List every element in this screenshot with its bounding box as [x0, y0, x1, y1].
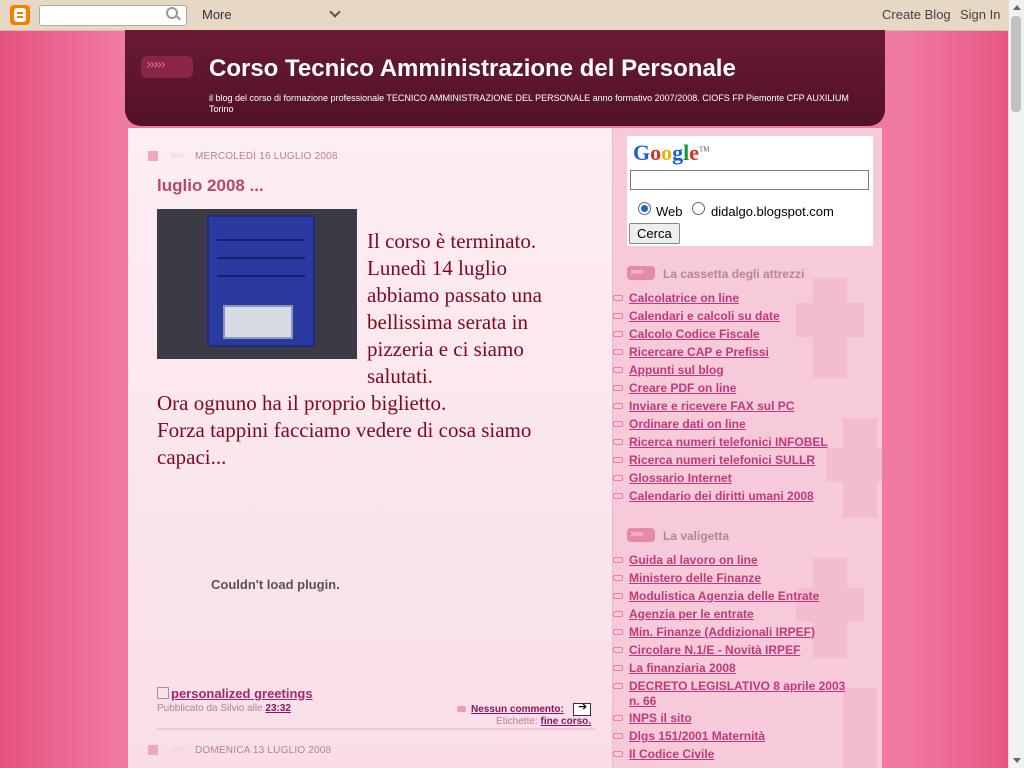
radio-web[interactable]	[638, 202, 651, 215]
link-guida-lavoro[interactable]: Guida al lavoro on line	[629, 553, 758, 567]
content-area	[128, 128, 882, 768]
link-ministero-finanze[interactable]: Ministero delle Finanze	[629, 571, 762, 585]
link-glossario[interactable]: Glossario Internet	[629, 471, 732, 485]
blog-title[interactable]: Corso Tecnico Amministrazione del Personale	[209, 55, 736, 82]
link-decreto-legislativo[interactable]: DECRETO LEGISLATIVO 8 aprile 2003 n. 66	[629, 679, 846, 708]
list-item	[613, 552, 882, 570]
list-item	[613, 470, 882, 488]
post-labels: Etichette: fine corso.	[496, 716, 592, 727]
email-post-icon[interactable]	[573, 703, 591, 716]
google-search-input[interactable]	[630, 170, 869, 190]
link-codice-fiscale[interactable]: Calcolo Codice Fiscale	[629, 327, 760, 341]
list-item	[613, 570, 882, 588]
radio-site-label: didalgo.blogspot.com	[711, 204, 834, 219]
list-item	[613, 606, 882, 624]
list-item	[613, 746, 882, 764]
comment-icon	[457, 706, 466, 712]
link-modulistica[interactable]: Modulistica Agenzia delle Entrate	[629, 589, 820, 603]
next-post-date: DOMENICA 13 LUGLIO 2008	[195, 745, 332, 756]
list-item	[613, 678, 882, 710]
date-square-icon	[148, 151, 158, 161]
widget-arrows-icon: ›››››	[627, 266, 655, 280]
link-inps[interactable]: INPS il sito	[629, 711, 692, 725]
post-divider	[157, 728, 595, 730]
personalized-greetings-link[interactable]: personalized greetings	[157, 686, 313, 701]
scroll-up-arrow-icon[interactable]	[1013, 5, 1021, 10]
list-item	[613, 642, 882, 660]
header-arrows-icon: ›››››	[141, 56, 193, 78]
list-item	[613, 380, 882, 398]
list-item	[613, 344, 882, 362]
list-item	[613, 416, 882, 434]
link-fax[interactable]: Inviare e ricevere FAX sul PC	[629, 399, 795, 413]
plugin-error-message: Couldn't load plugin.	[211, 577, 340, 592]
search-button[interactable]: Cerca	[629, 223, 680, 244]
list-item	[613, 290, 882, 308]
list-item	[613, 488, 882, 506]
post-body: Il corso è terminato. Lunedì 14 luglio abbiamo passato una bellissima serata in pizzeria e ci siamo salutati. Ora ognuno ha il proprio biglietto. Forza tappini facciamo vedere di cosa siamo capaci...	[157, 229, 542, 469]
widget-title-tools: La cassetta degli attrezzi	[663, 267, 805, 281]
google-logo: Google™	[633, 140, 710, 165]
post-footer-author: Pubblicato da Silvio alle 23:32	[157, 703, 291, 714]
link-cap-prefissi[interactable]: Ricercare CAP e Prefissi	[629, 345, 769, 359]
link-diritti-umani[interactable]: Calendario dei diritti umani 2008	[629, 489, 814, 503]
link-infobel[interactable]: Ricerca numeri telefonici INFOBEL	[629, 435, 828, 449]
blogger-navbar	[0, 0, 1009, 31]
create-blog-link[interactable]: Create Blog	[882, 7, 951, 22]
comments-footer	[471, 704, 564, 715]
label-link[interactable]: fine corso.	[540, 716, 592, 727]
list-item	[613, 728, 882, 746]
link-calcolatrice[interactable]: Calcolatrice on line	[629, 291, 740, 305]
list-item	[613, 362, 882, 380]
date-arrows-icon: ›››››	[170, 742, 184, 756]
link-maternita[interactable]: Dlgs 151/2001 Maternità	[629, 729, 766, 743]
list-item	[613, 624, 882, 642]
link-codice-civile[interactable]: Il Codice Civile	[629, 747, 715, 761]
link-agenzia-entrate[interactable]: Agenzia per le entrate	[629, 607, 754, 621]
comments-link[interactable]: Nessun commento:	[471, 704, 564, 715]
search-icon[interactable]	[166, 7, 178, 19]
list-item	[613, 326, 882, 344]
google-search-widget	[627, 136, 873, 246]
chevron-down-icon[interactable]	[329, 6, 340, 17]
list-item	[613, 452, 882, 470]
broken-image-icon	[157, 687, 169, 699]
list-item	[613, 308, 882, 326]
main-column	[128, 128, 613, 768]
more-dropdown[interactable]: More	[202, 7, 232, 22]
blog-description: il blog del corso di formazione professionale TECNICO AMMINISTRAZIONE DEL PERSONALE anno formativo 2007/2008. CIOFS FP Piemonte CFP AUXILIUM Torino	[209, 93, 849, 114]
widget-title-briefcase: La valigetta	[663, 529, 730, 543]
blog-header	[125, 30, 885, 126]
sidebar	[613, 128, 882, 768]
list-item	[613, 710, 882, 728]
link-creare-pdf[interactable]: Creare PDF on line	[629, 381, 737, 395]
navbar-search-input[interactable]	[39, 5, 187, 26]
sign-in-link[interactable]: Sign In	[960, 7, 1001, 22]
scroll-down-arrow-icon[interactable]	[1013, 758, 1021, 763]
page-scrollbar[interactable]	[1008, 0, 1024, 768]
post-title[interactable]: luglio 2008 ...	[157, 176, 264, 195]
briefcase-link-list	[613, 552, 882, 764]
link-sullr[interactable]: Ricerca numeri telefonici SULLR	[629, 453, 816, 467]
post-date: MERCOLEDÌ 16 LUGLIO 2008	[195, 151, 338, 162]
list-item	[613, 398, 882, 416]
widget-arrows-icon: ›››››	[627, 528, 655, 542]
radio-site[interactable]	[692, 202, 705, 215]
list-item	[613, 660, 882, 678]
list-item	[613, 588, 882, 606]
date-square-icon	[148, 745, 158, 755]
scroll-thumb[interactable]	[1011, 16, 1021, 112]
link-finanziaria[interactable]: La finanziaria 2008	[629, 661, 736, 675]
link-calendari[interactable]: Calendari e calcoli su date	[629, 309, 780, 323]
post-time-link[interactable]: 23:32	[265, 703, 291, 714]
list-item	[613, 434, 882, 452]
tools-link-list	[613, 290, 882, 506]
blogger-logo-icon[interactable]	[10, 5, 30, 25]
link-addizionali-irpef[interactable]: Min. Finanze (Addizionali IRPEF)	[629, 625, 815, 639]
link-circolare-irpef[interactable]: Circolare N.1/E - Novità IRPEF	[629, 643, 801, 657]
date-arrows-icon: ›››››	[170, 148, 184, 162]
link-ordinare-dati[interactable]: Ordinare dati on line	[629, 417, 746, 431]
link-appunti[interactable]: Appunti sul blog	[629, 363, 724, 377]
radio-web-label: Web	[656, 204, 683, 219]
